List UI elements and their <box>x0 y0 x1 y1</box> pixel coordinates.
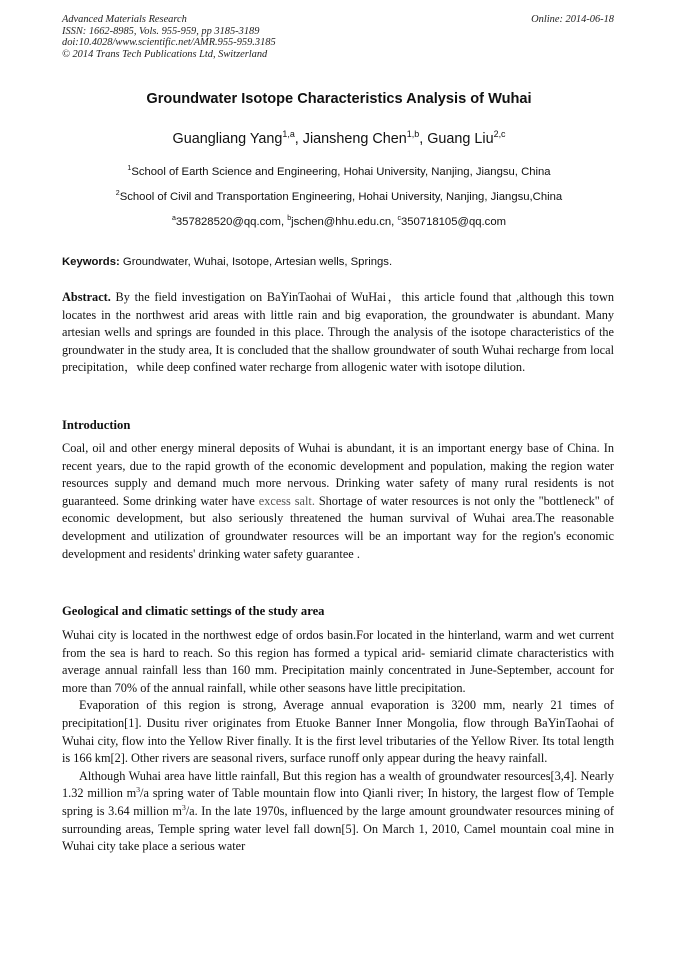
author-name: Guangliang Yang <box>172 131 283 147</box>
email-address: 350718105@qq.com <box>400 216 507 228</box>
author-affiliation-marker: 1,a <box>282 129 295 140</box>
keywords-text: Groundwater, Wuhai, Isotope, Artesian wells, Springs. <box>119 256 393 268</box>
section-heading-introduction: Introduction <box>62 418 131 432</box>
author-list <box>0 131 678 147</box>
abstract-text: By the field investigation on BaYinTaohai of WuHai，this article found that ,although this town locates in the northwest arid areas with little rain and big evaporation, the groundwater is abundant. Many artesian wells and springs are founded in this place. Through the analysis of the isotope characteristics of the groundwater in the study area, It is concluded that the shallow groundwater of south Wuhai recharge from local precipitation，while deep confined water recharge from allogenic water with isotope dilution. <box>62 290 614 375</box>
paragraph-text: Coal, oil and other energy mineral deposits of Wuhai is abundant, it is an important energy base of China. In recent years, due to the rapid growth of the economic development and population, making the region water resources supply and demand much more nervous. Drinking water safety of many rural residents is not guaranteed. Some drinking water have <box>62 441 614 508</box>
author-emails <box>0 216 678 228</box>
introduction-body <box>62 440 614 563</box>
superscript: 3 <box>181 802 186 812</box>
affiliation-1 <box>0 166 678 178</box>
doi-line: doi:10.4028/www.scientific.net/AMR.955-959.3185 <box>62 37 276 49</box>
paragraph-text: /a spring water of Table mountain flow into Qianli river; In history, the largest flow of Temple spring is 3.64 million m <box>62 786 614 818</box>
paper-title: Groundwater Isotope Characteristics Analysis of Wuhai <box>146 91 532 107</box>
keywords <box>62 256 614 268</box>
email-marker: c <box>397 215 401 223</box>
email-marker: b <box>287 215 292 223</box>
author-affiliation-marker: 1,b <box>406 129 420 140</box>
journal-header <box>62 14 614 60</box>
email-marker: a <box>171 215 176 223</box>
author-separator: , <box>419 131 428 147</box>
paragraph-text-highlight: excess salt. <box>258 493 315 508</box>
journal-name: Advanced Materials Research <box>62 14 187 25</box>
paragraph: Evaporation of this region is strong, Average annual evaporation is 3200 mm, nearly 21 times of precipitation[1]. Dusitu river originates from Etuoke Banner Inner Mongolia, flow through BaYinTaohai of Wuhai city, flow into the Yellow River finally. It is the first level tributaries of the Yellow River. Its total length is 166 km[2]. Other rivers are seasonal rivers, surface runoff only appear during the heavy rainfall. <box>62 698 614 766</box>
affiliation-text: School of Civil and Transportation Engineering, Hohai University, Nanjing, Jiangsu,China <box>119 191 563 203</box>
keywords-label: Keywords: <box>62 256 120 268</box>
affiliation-2 <box>0 191 678 203</box>
affiliation-text: School of Earth Science and Engineering, Hohai University, Nanjing, Jiangsu, China <box>131 166 551 178</box>
author-name: Guang Liu <box>427 131 494 147</box>
superscript: 3 <box>136 785 141 795</box>
paragraph <box>62 768 614 856</box>
paragraph-text: Although Wuhai area have little rainfall, But this region has a wealth of groundwater resources[3,4]. Nearly 1.32 million m <box>62 768 614 801</box>
abstract-label: Abstract. <box>62 290 111 304</box>
issn-line: ISSN: 1662-8985, Vols. 955-959, pp 3185-3189 <box>62 25 260 37</box>
email-address: 357828520@qq.com, <box>175 216 288 228</box>
geology-body <box>62 627 614 856</box>
paragraph-text: /a. In the late 1970s, influenced by the large amount groundwater resources mining of surrounding areas, Temple spring water level fall down[5]. On March 1, 2010, Camel mountain coal mine in Wuhai city take place a serious water <box>62 803 614 854</box>
affiliation-marker: 1 <box>127 165 132 173</box>
section-heading-geology: Geological and climatic settings of the study area <box>62 604 325 618</box>
online-date: Online: 2014-06-18 <box>531 14 614 25</box>
paragraph: Wuhai city is located in the northwest edge of ordos basin.For located in the hinterland, warm and wet current from the sea is hard to reach. So this region has formed a typical arid- semiarid climate characteristics with average annual rainfall less than 160 mm. Precipitation mainly concentrated in June-September, account for more than 70% of the annual rainfall, while other seasons have little precipitation. <box>62 628 614 695</box>
paragraph <box>62 440 614 563</box>
affiliation-marker: 2 <box>115 190 120 198</box>
abstract <box>62 289 614 377</box>
author-separator: , <box>294 131 303 147</box>
paragraph-text: Shortage of water resources is not only the "bottleneck" of economic development, but also seriously threatened the human survival of Wuhai area.The reasonable development and utilization of groundwater resources will be an important way for the region's economic development and residents' drinking water safety guarantee . <box>62 493 614 561</box>
copyright-line: © 2014 Trans Tech Publications Ltd, Switzerland <box>62 48 268 60</box>
email-address: jschen@hhu.edu.cn, <box>291 216 398 228</box>
author-name: Jiansheng Chen <box>302 131 407 147</box>
author-affiliation-marker: 2,c <box>493 129 506 140</box>
